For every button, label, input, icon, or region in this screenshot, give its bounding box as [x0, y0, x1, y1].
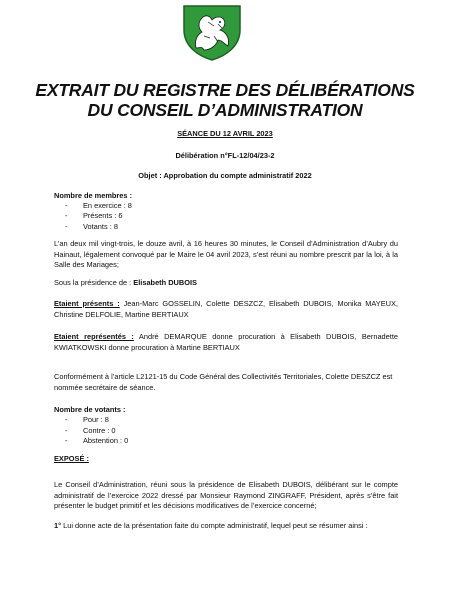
document-page: EXTRAIT DU REGISTRE DES DÉLIBÉRATIONS DU CONSEIL D’ADMINISTRATION SÉANCE DU 12 AVRIL 2023 Délibération n°FL-12/04/23-2 Objet : Approbation du compte administratif 2022 Nombre de membres : - En exercice : 8 - Présents : 6 - Votants : 8 L’an deux mil vingt-trois, le douze avril, à 16 heures 30 minutes, le Conseil d’Administration d’Aubry du Hainaut, légalement convoqué par le Maire le 04 avril 2023, s’est réuni au nombre prescrit par la loi, à la Salle des Mariages; Sous la présidence de : Elisabeth DUBOIS Etaient présents : Jean-Marc GOSSELIN, Colette DESZCZ, Elisabeth DUBOIS, Monika MAYEUX, Christine DELFOLIE, Martine BERTIAUX Etaient représentés : André DEMARQUE donne procuration à Elisabeth DUBOIS, Bernadette KWIATKOWSKI donne procuration à Martine BERTIAUX Conformément à l’article L2121-15 du Code Général des Collectivités Territoriales, Colette DESZCZ est nommée secrétaire de séance. Nombre de votants : - Pour : 8 - Contre : 0 - Abstention : 0 EXPOSÉ : Le Conseil d’Administration, réuni sous la présidence de Elisabeth DUBOIS, délibérant sur le compte administratif de l’exercice 2022 dressé par Monsieur Raymond ZINGRAFF, Président, après s’être fait présenter le budget primitif et les décisions modificatives de l’exercice concerné; 1° Lui donne acte de la présentation faite du compte administratif, lequel peut se résumer ainsi :: [0, 0, 450, 600]
deliberation-number: Délibération n°FL-12/04/23-2: [175, 151, 275, 160]
seance-date: SÉANCE DU 12 AVRIL 2023: [177, 129, 273, 138]
deliberation-subject: Objet : Approbation du compte administratif 2022: [138, 171, 312, 180]
presents-paragraph: Etaient présents : Jean-Marc GOSSELIN, Colette DESZCZ, Elisabeth DUBOIS, Monika MAYEUX, Christine DELFOLIE, Martine BERTIAUX: [54, 299, 398, 319]
expose-heading: EXPOSÉ :: [54, 454, 89, 463]
document-title-line1: EXTRAIT DU REGISTRE DES DÉLIBÉRATIONS: [35, 80, 415, 100]
intro-paragraph: L’an deux mil vingt-trois, le douze avril, à 16 heures 30 minutes, le Conseil d’Administration d’Aubry du Hainaut, légalement convoqué par le Maire le 04 avril 2023, s’est réuni au nombre prescrit par la loi, à la Salle des Mariages;: [54, 239, 398, 269]
point-one-paragraph: 1° Lui donne acte de la présentation faite du compte administratif, lequel peut se résumer ainsi :: [54, 521, 368, 530]
secretaire-paragraph: Conformément à l’article L2121-15 du Code Général des Collectivités Territoriales, Colette DESZCZ est nommée secrétaire de séance.: [54, 372, 393, 392]
voters-heading: Nombre de votants :: [54, 405, 126, 414]
expose-paragraph: Le Conseil d’Administration, réuni sous la présidence de Elisabeth DUBOIS, délibérant sur le compte administratif de l’exercice 2022 dressé par Monsieur Raymond ZINGRAFF, Président, après s’être fait présenter le budget primitif et les décisions modificatives de l’exercice concerné;: [54, 480, 398, 510]
representes-paragraph: Etaient représentés : André DEMARQUE donne procuration à Elisabeth DUBOIS, Bernadette KWIATKOWSKI donne procuration à Martine BERTIAUX: [54, 332, 398, 352]
presidence-line: Sous la présidence de : Elisabeth DUBOIS: [54, 278, 197, 287]
coat-of-arms-logo: [180, 4, 244, 62]
document-title-line2: DU CONSEIL D’ADMINISTRATION: [87, 100, 363, 120]
members-heading: Nombre de membres :: [54, 191, 133, 200]
